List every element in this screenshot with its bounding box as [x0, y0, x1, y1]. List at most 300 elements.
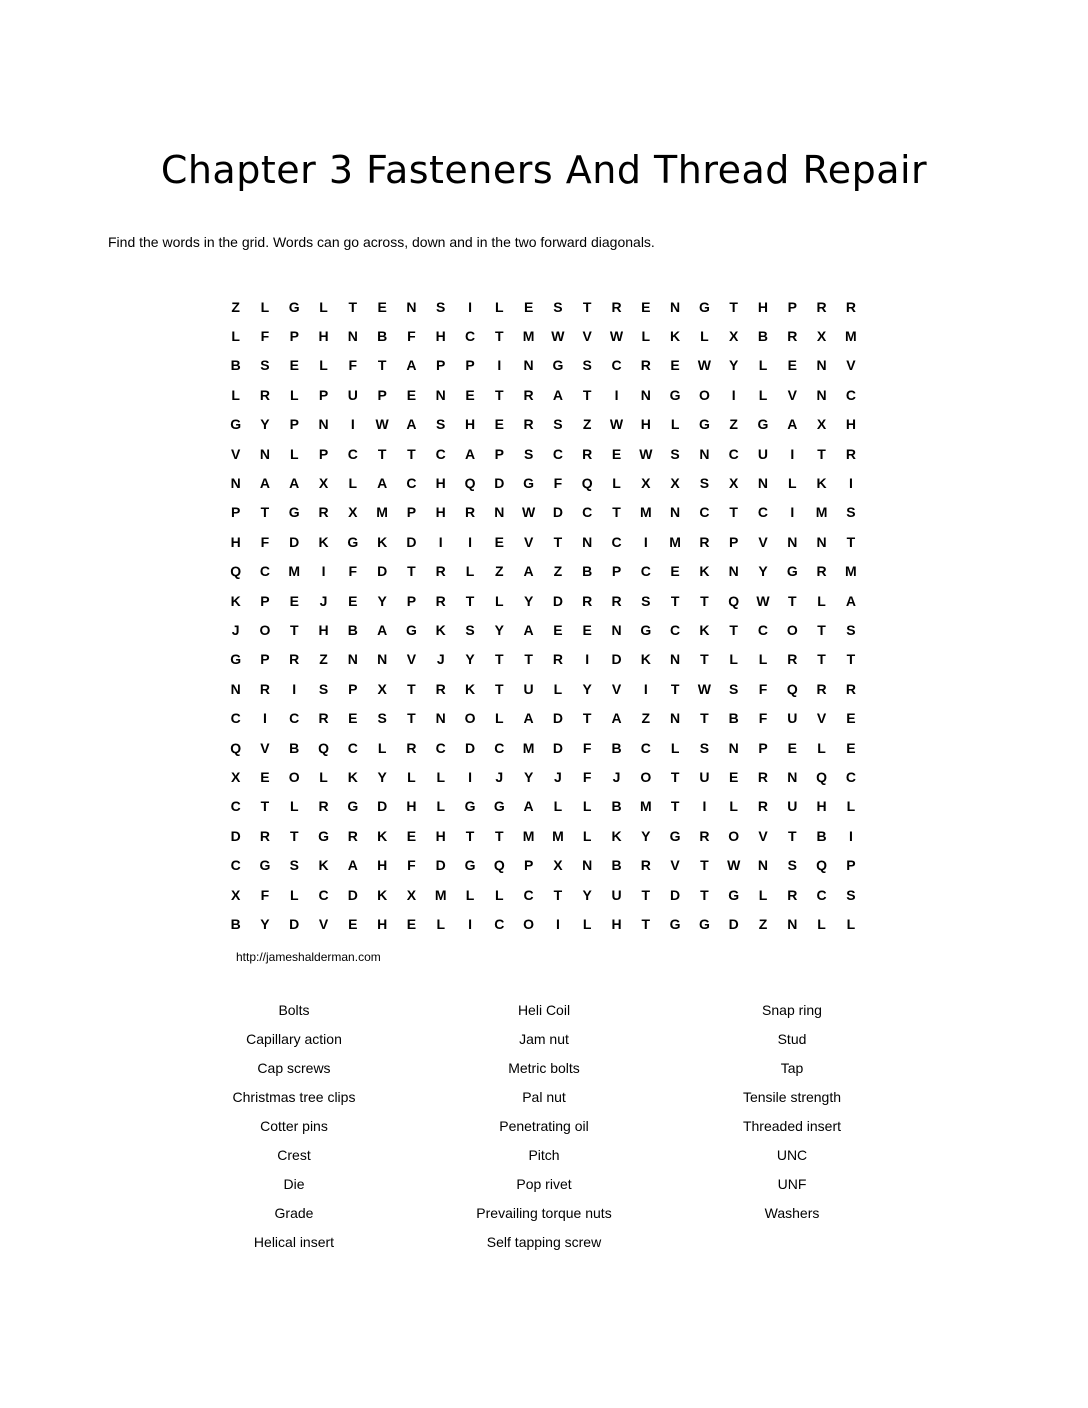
grid-cell[interactable]: G [640, 621, 652, 638]
grid-cell[interactable]: U [787, 710, 798, 727]
grid-cell[interactable]: X [729, 328, 739, 345]
grid-cell[interactable]: T [348, 298, 358, 315]
grid-cell[interactable]: C [816, 886, 827, 903]
grid-cell[interactable]: Q [816, 768, 828, 785]
grid-cell[interactable]: N [728, 563, 739, 580]
grid-cell[interactable]: L [465, 563, 475, 580]
grid-cell[interactable]: V [318, 915, 329, 932]
grid-cell[interactable]: R [582, 592, 593, 609]
grid-cell[interactable]: N [259, 445, 270, 462]
grid-cell[interactable]: N [640, 386, 651, 403]
grid-cell[interactable]: L [553, 798, 563, 815]
grid-cell[interactable]: T [641, 886, 651, 903]
grid-cell[interactable]: D [611, 651, 622, 668]
grid-cell[interactable]: D [494, 475, 505, 492]
grid-cell[interactable]: K [699, 563, 710, 580]
grid-cell[interactable]: E [348, 592, 358, 609]
grid-cell[interactable]: D [552, 592, 563, 609]
grid-cell[interactable]: I [585, 651, 590, 668]
grid-cell[interactable]: S [787, 857, 797, 874]
grid-cell[interactable]: H [435, 475, 446, 492]
grid-cell[interactable]: T [670, 768, 680, 785]
grid-cell[interactable]: H [816, 798, 827, 815]
grid-cell[interactable]: I [555, 915, 560, 932]
grid-cell[interactable]: R [816, 298, 827, 315]
grid-cell[interactable]: H [640, 416, 651, 433]
grid-cell[interactable]: L [670, 739, 680, 756]
grid-cell[interactable]: X [318, 475, 329, 492]
grid-cell[interactable]: V [260, 739, 270, 756]
grid-cell[interactable]: N [494, 504, 505, 521]
grid-cell[interactable]: F [758, 710, 768, 727]
grid-cell[interactable]: T [495, 651, 504, 668]
grid-cell[interactable]: C [670, 621, 681, 638]
grid-cell[interactable]: Y [260, 416, 270, 433]
grid-cell[interactable]: C [464, 328, 476, 345]
grid-cell[interactable]: T [700, 592, 709, 609]
grid-cell[interactable]: N [347, 651, 358, 668]
grid-cell[interactable]: T [495, 386, 504, 403]
grid-cell[interactable]: I [468, 768, 472, 785]
grid-cell[interactable]: H [377, 857, 388, 874]
grid-cell[interactable]: N [670, 651, 681, 668]
grid-cell[interactable]: T [407, 710, 416, 727]
grid-cell[interactable]: Q [318, 739, 329, 756]
grid-cell[interactable]: A [377, 621, 388, 638]
grid-cell[interactable]: T [729, 298, 738, 315]
grid-cell[interactable]: L [817, 592, 826, 609]
grid-cell[interactable]: X [553, 857, 563, 874]
grid-cell[interactable]: R [787, 886, 798, 903]
grid-cell[interactable]: H [464, 416, 476, 433]
grid-cell[interactable]: D [435, 857, 446, 874]
grid-cell[interactable]: R [318, 798, 329, 815]
grid-cell[interactable]: L [289, 798, 299, 815]
grid-cell[interactable]: U [699, 768, 710, 785]
grid-cell[interactable]: G [288, 298, 300, 315]
grid-cell[interactable]: C [435, 739, 446, 756]
grid-cell[interactable]: P [729, 533, 739, 550]
grid-cell[interactable]: U [347, 386, 358, 403]
grid-cell[interactable]: T [407, 445, 416, 462]
grid-cell[interactable]: C [318, 886, 329, 903]
grid-cell[interactable]: I [438, 533, 443, 550]
grid-cell[interactable]: I [790, 504, 795, 521]
grid-cell[interactable]: P [318, 386, 329, 403]
grid-cell[interactable]: R [787, 328, 798, 345]
grid-cell[interactable]: I [350, 416, 355, 433]
grid-cell[interactable]: D [552, 739, 563, 756]
grid-cell[interactable]: L [377, 739, 387, 756]
grid-cell[interactable]: H [230, 533, 241, 550]
grid-cell[interactable]: S [729, 680, 739, 697]
grid-cell[interactable]: G [698, 416, 710, 433]
grid-cell[interactable]: C [230, 857, 241, 874]
grid-cell[interactable]: M [552, 827, 564, 844]
grid-cell[interactable]: D [552, 504, 563, 521]
grid-cell[interactable]: W [609, 416, 624, 433]
grid-cell[interactable]: L [729, 651, 738, 668]
grid-cell[interactable]: J [612, 768, 621, 785]
grid-cell[interactable]: M [522, 827, 535, 844]
grid-cell[interactable]: A [523, 710, 534, 727]
grid-cell[interactable]: L [407, 768, 416, 785]
grid-cell[interactable]: L [231, 386, 240, 403]
grid-cell[interactable]: T [377, 445, 387, 462]
grid-cell[interactable]: T [582, 710, 592, 727]
grid-cell[interactable]: A [347, 857, 358, 874]
grid-cell[interactable]: H [406, 798, 417, 815]
grid-cell[interactable]: P [758, 739, 768, 756]
grid-cell[interactable]: P [787, 298, 797, 315]
grid-cell[interactable]: B [289, 739, 300, 756]
grid-cell[interactable]: G [757, 416, 769, 433]
grid-cell[interactable]: P [465, 357, 475, 374]
grid-cell[interactable]: P [523, 857, 534, 874]
grid-cell[interactable]: P [406, 504, 417, 521]
grid-cell[interactable]: W [756, 592, 770, 609]
grid-cell[interactable]: R [318, 710, 329, 727]
grid-cell[interactable]: G [669, 827, 681, 844]
grid-cell[interactable]: G [786, 563, 798, 580]
grid-cell[interactable]: E [846, 710, 856, 727]
grid-cell[interactable]: L [641, 328, 651, 345]
grid-cell[interactable]: A [845, 592, 856, 609]
grid-cell[interactable]: N [230, 680, 241, 697]
grid-cell[interactable]: L [436, 768, 445, 785]
grid-cell[interactable]: S [846, 886, 856, 903]
grid-cell[interactable]: J [554, 768, 562, 785]
grid-cell[interactable]: M [845, 563, 857, 580]
grid-cell[interactable]: A [259, 475, 270, 492]
grid-cell[interactable]: X [729, 475, 739, 492]
grid-cell[interactable]: T [729, 621, 738, 638]
grid-cell[interactable]: D [289, 915, 300, 932]
grid-cell[interactable]: N [816, 533, 827, 550]
grid-cell[interactable]: G [405, 621, 417, 638]
grid-cell[interactable]: T [495, 328, 504, 345]
grid-cell[interactable]: Y [729, 357, 739, 374]
grid-cell[interactable]: K [347, 768, 358, 785]
grid-cell[interactable]: C [230, 798, 241, 815]
grid-cell[interactable]: G [230, 651, 242, 668]
grid-cell[interactable]: W [697, 357, 711, 374]
grid-cell[interactable]: C [523, 886, 534, 903]
grid-cell[interactable]: E [348, 915, 358, 932]
grid-cell[interactable]: H [318, 328, 329, 345]
grid-cell[interactable]: N [728, 739, 739, 756]
grid-cell[interactable]: S [260, 357, 270, 374]
grid-cell[interactable]: N [757, 857, 769, 874]
grid-cell[interactable]: O [728, 827, 740, 844]
grid-cell[interactable]: J [495, 768, 504, 785]
grid-cell[interactable]: N [670, 710, 681, 727]
grid-cell[interactable]: U [523, 680, 534, 697]
grid-cell[interactable]: H [845, 416, 856, 433]
grid-cell[interactable]: R [523, 386, 534, 403]
grid-cell[interactable]: T [641, 915, 651, 932]
grid-cell[interactable]: E [260, 768, 270, 785]
grid-cell[interactable]: T [729, 504, 738, 521]
grid-cell[interactable]: V [787, 386, 797, 403]
grid-cell[interactable]: K [816, 475, 827, 492]
grid-cell[interactable]: R [816, 680, 827, 697]
grid-cell[interactable]: R [845, 680, 856, 697]
grid-cell[interactable]: B [728, 710, 739, 727]
grid-cell[interactable]: E [289, 357, 299, 374]
grid-cell[interactable]: L [495, 592, 504, 609]
grid-cell[interactable]: E [787, 739, 797, 756]
grid-cell[interactable]: E [787, 357, 797, 374]
grid-cell[interactable]: T [700, 651, 709, 668]
grid-cell[interactable]: C [699, 504, 710, 521]
grid-cell[interactable]: T [465, 827, 475, 844]
grid-cell[interactable]: K [435, 621, 446, 638]
grid-cell[interactable]: R [259, 827, 270, 844]
grid-cell[interactable]: S [699, 739, 710, 756]
grid-cell[interactable]: P [230, 504, 241, 521]
grid-cell[interactable]: O [786, 621, 798, 638]
grid-cell[interactable]: E [406, 915, 417, 932]
grid-cell[interactable]: A [523, 798, 534, 815]
grid-cell[interactable]: R [845, 445, 856, 462]
grid-cell[interactable]: P [377, 386, 387, 403]
grid-cell[interactable]: K [464, 680, 476, 697]
grid-cell[interactable]: Z [553, 563, 563, 580]
grid-cell[interactable]: S [523, 445, 534, 462]
grid-cell[interactable]: I [321, 563, 326, 580]
grid-cell[interactable]: X [816, 416, 827, 433]
grid-cell[interactable]: D [347, 886, 358, 903]
grid-cell[interactable]: Q [728, 592, 740, 609]
grid-cell[interactable]: E [670, 563, 680, 580]
grid-cell[interactable]: L [495, 886, 504, 903]
grid-cell[interactable]: Z [495, 563, 504, 580]
grid-cell[interactable]: D [230, 827, 241, 844]
grid-cell[interactable]: H [435, 504, 446, 521]
grid-cell[interactable]: I [292, 680, 297, 697]
grid-cell[interactable]: L [231, 328, 240, 345]
grid-cell[interactable]: N [406, 298, 417, 315]
grid-cell[interactable]: F [407, 857, 416, 874]
grid-cell[interactable]: K [640, 651, 651, 668]
grid-cell[interactable]: B [377, 328, 388, 345]
grid-cell[interactable]: H [377, 915, 388, 932]
grid-cell[interactable]: C [347, 445, 358, 462]
grid-cell[interactable]: I [468, 298, 472, 315]
grid-cell[interactable]: N [582, 857, 593, 874]
grid-cell[interactable]: K [318, 533, 329, 550]
grid-cell[interactable]: O [523, 915, 535, 932]
grid-cell[interactable]: I [263, 710, 267, 727]
grid-cell[interactable]: W [639, 445, 653, 462]
grid-cell[interactable]: T [407, 680, 416, 697]
grid-cell[interactable]: M [845, 328, 857, 345]
grid-cell[interactable]: T [377, 357, 387, 374]
grid-cell[interactable]: Y [582, 886, 592, 903]
grid-cell[interactable]: P [289, 328, 299, 345]
grid-cell[interactable]: F [758, 680, 768, 697]
grid-cell[interactable]: E [494, 416, 504, 433]
grid-cell[interactable]: M [522, 739, 535, 756]
grid-cell[interactable]: G [669, 386, 681, 403]
grid-cell[interactable]: T [524, 651, 533, 668]
grid-cell[interactable]: O [698, 386, 710, 403]
grid-cell[interactable]: E [465, 386, 475, 403]
grid-cell[interactable]: T [260, 798, 270, 815]
grid-cell[interactable]: E [670, 357, 680, 374]
grid-cell[interactable]: X [348, 504, 358, 521]
grid-cell[interactable]: I [731, 386, 736, 403]
grid-cell[interactable]: K [670, 328, 681, 345]
grid-cell[interactable]: L [348, 475, 358, 492]
grid-cell[interactable]: I [468, 533, 472, 550]
grid-cell[interactable]: N [377, 651, 388, 668]
grid-cell[interactable]: T [289, 621, 299, 638]
grid-cell[interactable]: C [435, 445, 446, 462]
grid-cell[interactable]: C [611, 533, 622, 550]
grid-cell[interactable]: S [846, 621, 856, 638]
grid-cell[interactable]: Z [319, 651, 328, 668]
grid-cell[interactable]: T [553, 533, 563, 550]
grid-cell[interactable]: T [846, 533, 856, 550]
grid-cell[interactable]: B [347, 621, 358, 638]
grid-cell[interactable]: L [289, 445, 299, 462]
grid-cell[interactable]: T [817, 651, 826, 668]
grid-cell[interactable]: C [552, 445, 563, 462]
grid-cell[interactable]: T [788, 827, 797, 844]
grid-cell[interactable]: Y [260, 915, 270, 932]
grid-cell[interactable]: T [700, 710, 709, 727]
grid-cell[interactable]: N [318, 416, 329, 433]
grid-cell[interactable]: A [377, 475, 388, 492]
grid-cell[interactable]: E [494, 533, 504, 550]
grid-cell[interactable]: D [728, 915, 739, 932]
grid-cell[interactable]: T [260, 504, 270, 521]
grid-cell[interactable]: L [319, 768, 328, 785]
grid-cell[interactable]: L [612, 475, 621, 492]
grid-cell[interactable]: Q [493, 857, 505, 874]
grid-cell[interactable]: D [377, 563, 388, 580]
grid-cell[interactable]: P [318, 445, 329, 462]
grid-cell[interactable]: P [846, 857, 856, 874]
grid-cell[interactable]: V [523, 533, 534, 550]
grid-cell[interactable]: Z [641, 710, 651, 727]
grid-cell[interactable]: W [697, 680, 711, 697]
grid-cell[interactable]: T [582, 386, 592, 403]
grid-cell[interactable]: J [436, 651, 445, 668]
grid-cell[interactable]: R [611, 298, 622, 315]
grid-cell[interactable]: B [230, 915, 241, 932]
grid-cell[interactable]: W [551, 328, 565, 345]
grid-cell[interactable]: H [435, 827, 446, 844]
grid-cell[interactable]: L [817, 739, 826, 756]
grid-cell[interactable]: R [406, 739, 417, 756]
grid-cell[interactable]: R [582, 445, 593, 462]
grid-cell[interactable]: Y [377, 768, 387, 785]
grid-cell[interactable]: M [288, 563, 301, 580]
grid-cell[interactable]: G [288, 504, 300, 521]
grid-cell[interactable]: W [375, 416, 389, 433]
grid-cell[interactable]: S [582, 357, 592, 374]
grid-cell[interactable]: G [552, 357, 564, 374]
grid-cell[interactable]: V [582, 328, 592, 345]
grid-cell[interactable]: N [582, 533, 593, 550]
grid-cell[interactable]: V [758, 827, 768, 844]
grid-cell[interactable]: E [523, 298, 534, 315]
grid-cell[interactable]: V [611, 680, 622, 697]
grid-cell[interactable]: L [758, 651, 768, 668]
grid-cell[interactable]: K [318, 857, 329, 874]
grid-cell[interactable]: B [230, 357, 241, 374]
grid-cell[interactable]: L [289, 886, 299, 903]
grid-cell[interactable]: D [670, 886, 681, 903]
grid-cell[interactable]: T [846, 651, 856, 668]
grid-cell[interactable]: R [816, 563, 827, 580]
grid-cell[interactable]: Z [582, 416, 592, 433]
grid-cell[interactable]: I [468, 915, 472, 932]
grid-cell[interactable]: V [758, 533, 768, 550]
grid-cell[interactable]: C [845, 386, 856, 403]
grid-cell[interactable]: Y [582, 680, 592, 697]
grid-cell[interactable]: H [318, 621, 329, 638]
grid-cell[interactable]: W [727, 857, 741, 874]
grid-cell[interactable]: U [611, 886, 622, 903]
grid-cell[interactable]: C [757, 621, 769, 638]
grid-cell[interactable]: N [699, 445, 710, 462]
grid-cell[interactable]: R [435, 592, 446, 609]
grid-cell[interactable]: F [260, 328, 270, 345]
grid-cell[interactable]: T [670, 592, 680, 609]
grid-cell[interactable]: X [406, 886, 417, 903]
grid-cell[interactable]: S [670, 445, 680, 462]
grid-cell[interactable]: T [612, 504, 621, 521]
grid-cell[interactable]: T [407, 563, 416, 580]
grid-cell[interactable]: K [377, 827, 388, 844]
grid-cell[interactable]: Y [494, 621, 504, 638]
grid-cell[interactable]: S [553, 298, 563, 315]
grid-cell[interactable]: L [729, 798, 738, 815]
grid-cell[interactable]: M [376, 504, 388, 521]
grid-cell[interactable]: E [377, 298, 387, 315]
grid-cell[interactable]: R [435, 563, 446, 580]
grid-cell[interactable]: G [347, 533, 359, 550]
grid-cell[interactable]: L [553, 680, 563, 697]
grid-cell[interactable]: I [614, 386, 619, 403]
grid-cell[interactable]: H [611, 915, 622, 932]
grid-cell[interactable]: E [582, 621, 592, 638]
grid-cell[interactable]: X [816, 328, 827, 345]
grid-cell[interactable]: I [643, 533, 648, 550]
grid-cell[interactable]: R [757, 768, 769, 785]
grid-cell[interactable]: T [582, 298, 592, 315]
grid-cell[interactable]: J [319, 592, 328, 609]
grid-cell[interactable]: L [436, 915, 445, 932]
grid-cell[interactable]: E [348, 710, 358, 727]
grid-cell[interactable]: G [698, 915, 710, 932]
grid-cell[interactable]: G [318, 827, 329, 844]
grid-cell[interactable]: L [758, 386, 768, 403]
grid-cell[interactable]: F [260, 886, 270, 903]
grid-cell[interactable]: T [289, 827, 299, 844]
grid-cell[interactable]: F [260, 533, 270, 550]
grid-cell[interactable]: L [670, 416, 680, 433]
grid-cell[interactable]: S [465, 621, 475, 638]
grid-cell[interactable]: Y [377, 592, 387, 609]
grid-cell[interactable]: X [377, 680, 387, 697]
grid-cell[interactable]: Y [641, 827, 651, 844]
grid-cell[interactable]: S [289, 857, 299, 874]
